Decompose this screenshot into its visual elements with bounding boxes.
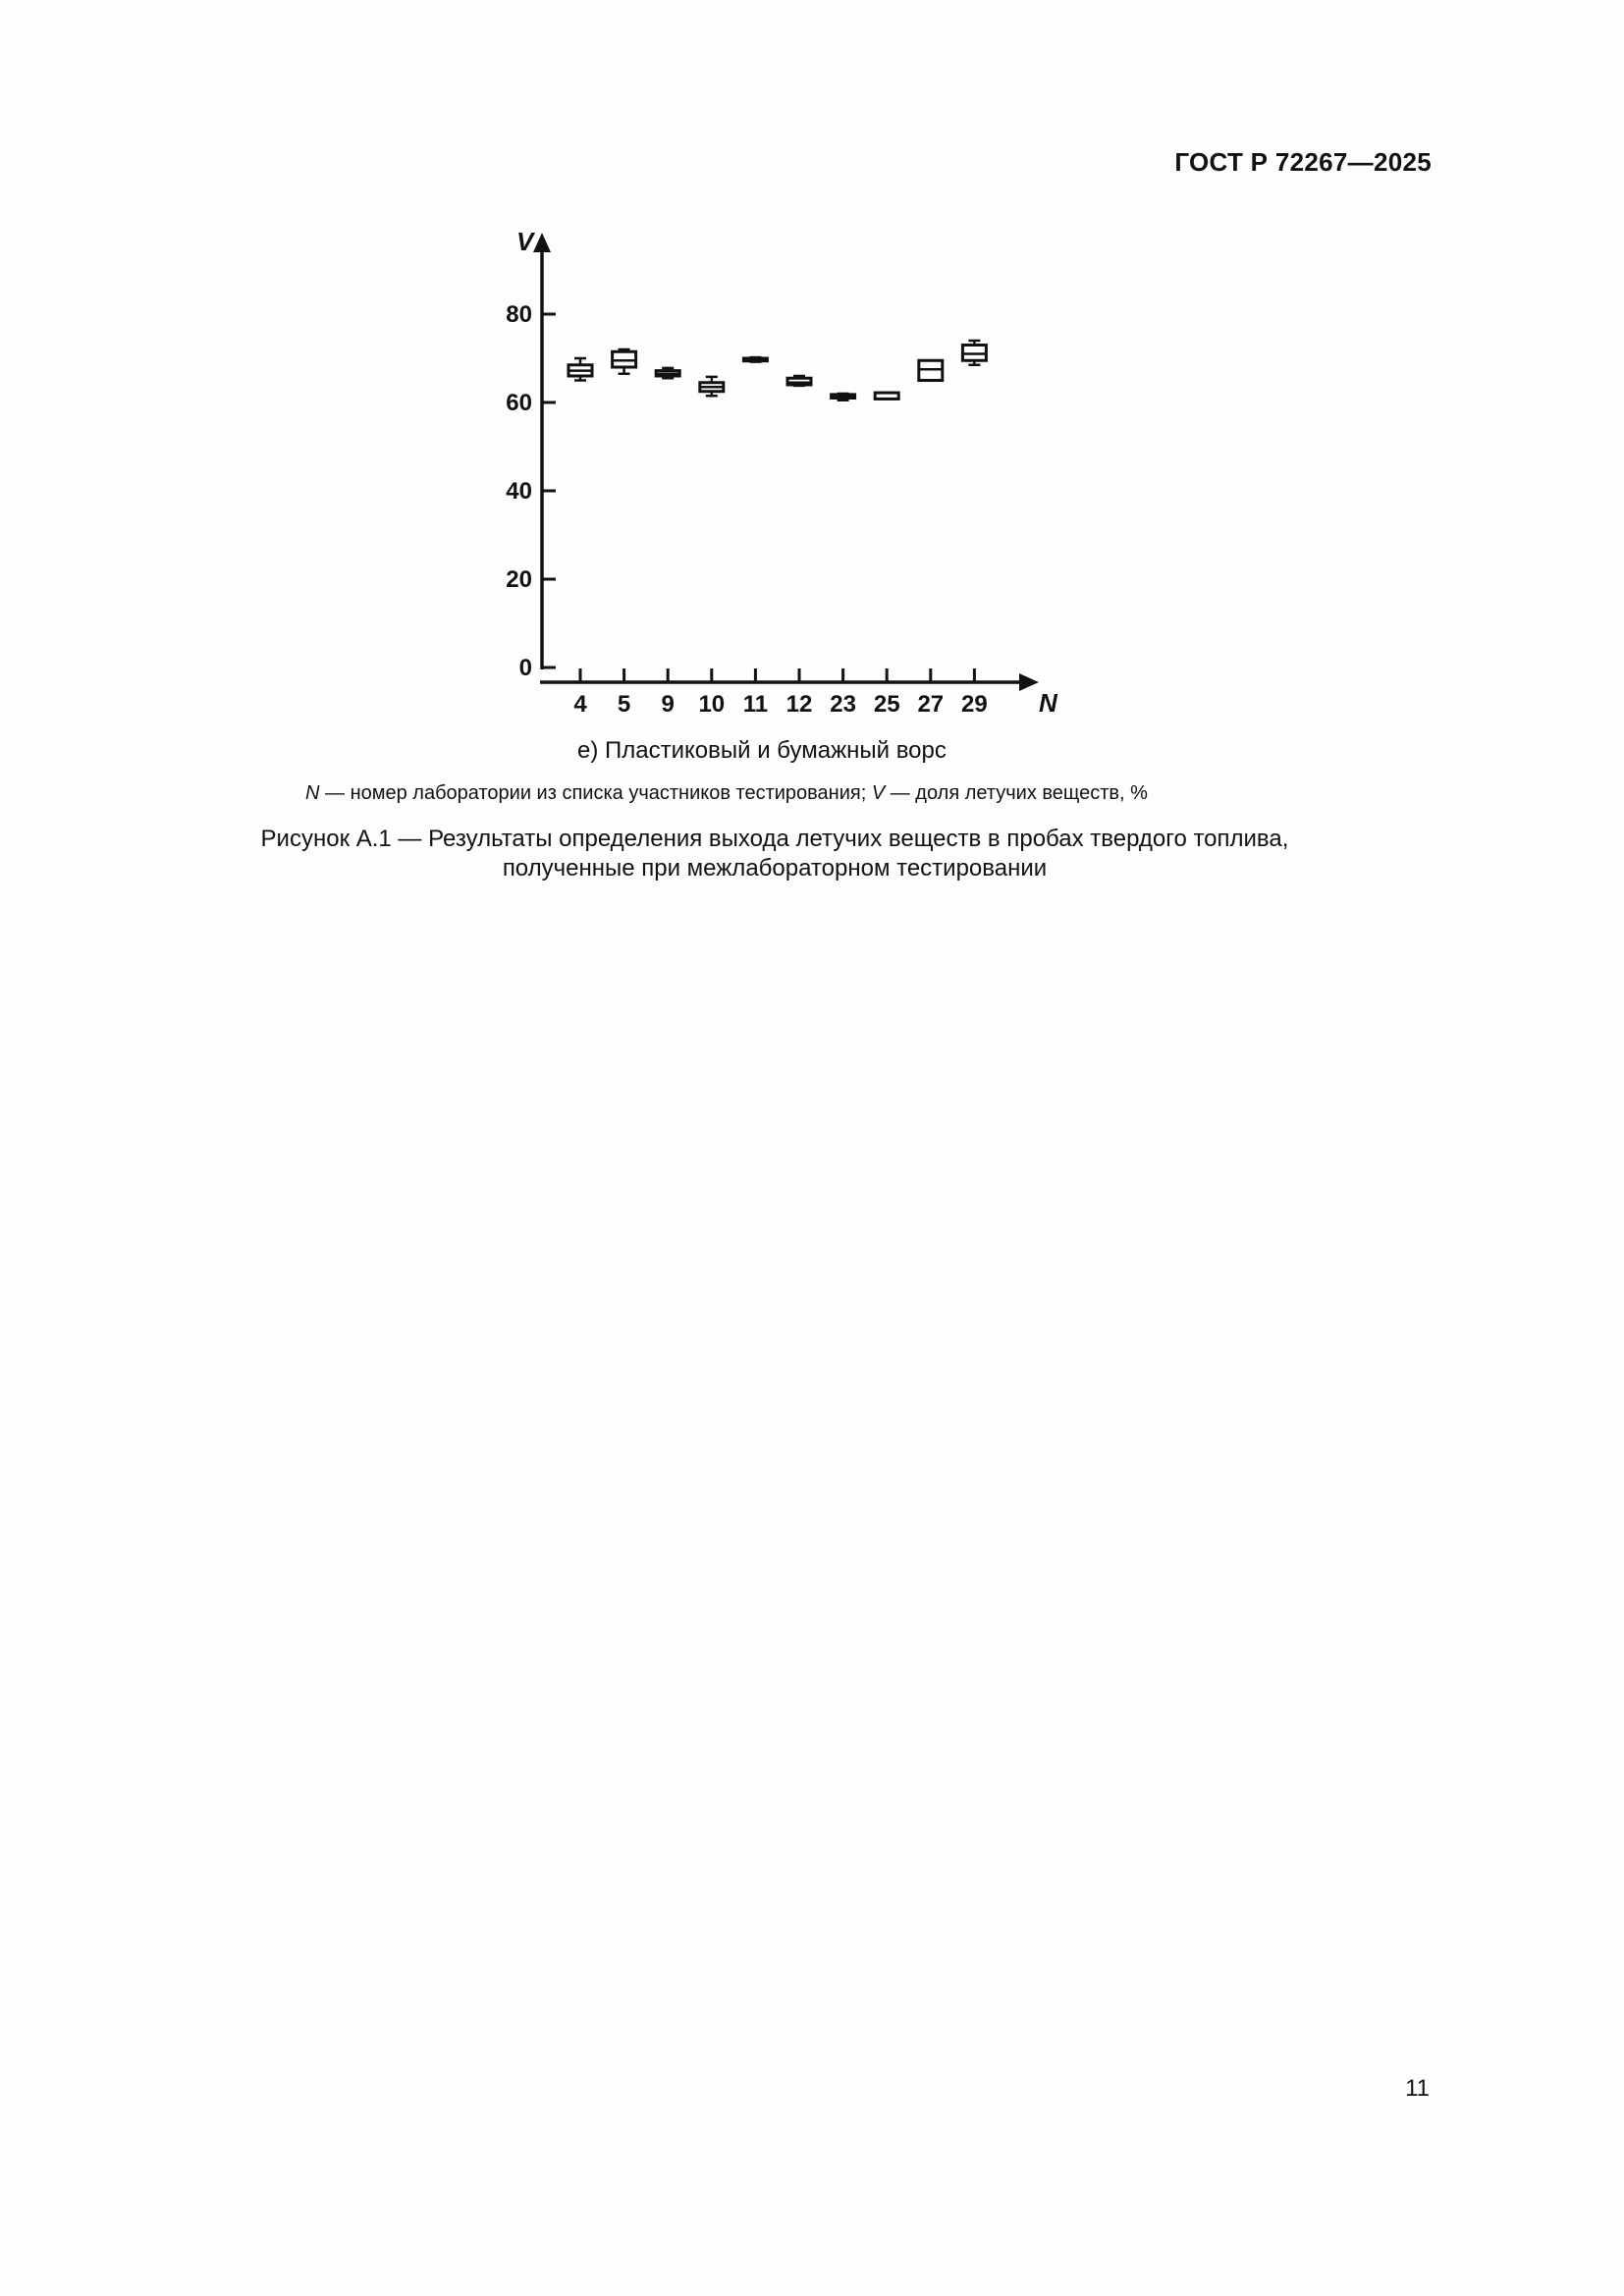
x-axis-arrow: [1019, 673, 1039, 691]
y-tick-label: 80: [506, 301, 532, 328]
x-tick-label: 27: [917, 691, 945, 718]
box-lab-23: [832, 394, 855, 400]
legend-n-symbol: N: [305, 782, 320, 804]
figure-caption: [0, 825, 1549, 883]
box-lab-11: [743, 357, 767, 362]
legend-n-text: — номер лаборатории из списка участников тестирования;: [319, 782, 872, 804]
figure-subcaption: е) Пластиковый и бумажный ворс: [577, 737, 947, 764]
y-tick-label: 20: [506, 566, 532, 593]
y-axis-ticks: [506, 301, 556, 681]
x-tick-label: 23: [830, 691, 856, 718]
x-axis-label: N: [1039, 688, 1057, 718]
box-lab-12: [787, 376, 811, 386]
y-axis-label: V: [516, 227, 534, 256]
x-tick-label: 9: [661, 691, 675, 718]
x-tick-label: 25: [873, 691, 900, 718]
box-lab-10: [700, 377, 724, 396]
document-number: ГОСТ Р 72267—2025: [1174, 147, 1432, 177]
y-axis-arrow: [533, 233, 551, 252]
box-lab-25: [875, 393, 898, 399]
x-tick-label: 29: [961, 691, 988, 718]
box-plot-chart: [471, 221, 1060, 731]
x-tick-label: 4: [573, 691, 587, 718]
box-series: [568, 341, 986, 400]
legend-v-symbol: V: [871, 782, 886, 804]
x-tick-label: 12: [785, 691, 813, 718]
legend-v-text: — доля летучих веществ, %: [885, 782, 1148, 804]
figure-caption-line-2: полученные при межлабораторном тестировании: [502, 855, 1048, 881]
box-lab-27: [919, 360, 943, 380]
y-tick-label: 0: [518, 655, 532, 681]
page-number: 11: [1405, 2075, 1430, 2102]
y-tick-label: 40: [506, 478, 532, 505]
box-lab-4: [568, 358, 592, 381]
chart-axes: [533, 233, 1039, 691]
figure-caption-line-1: Рисунок А.1 — Результаты определения выхода летучих веществ в пробах твердого топлива,: [260, 826, 1289, 852]
y-tick-label: 60: [506, 390, 532, 416]
box-lab-5: [613, 349, 636, 374]
box-lab-29: [962, 341, 986, 365]
x-tick-label: 10: [698, 691, 726, 718]
box-lab-9: [656, 368, 679, 378]
x-tick-label: 5: [617, 691, 631, 718]
x-axis-ticks: [573, 668, 987, 718]
x-tick-label: 11: [742, 691, 769, 718]
